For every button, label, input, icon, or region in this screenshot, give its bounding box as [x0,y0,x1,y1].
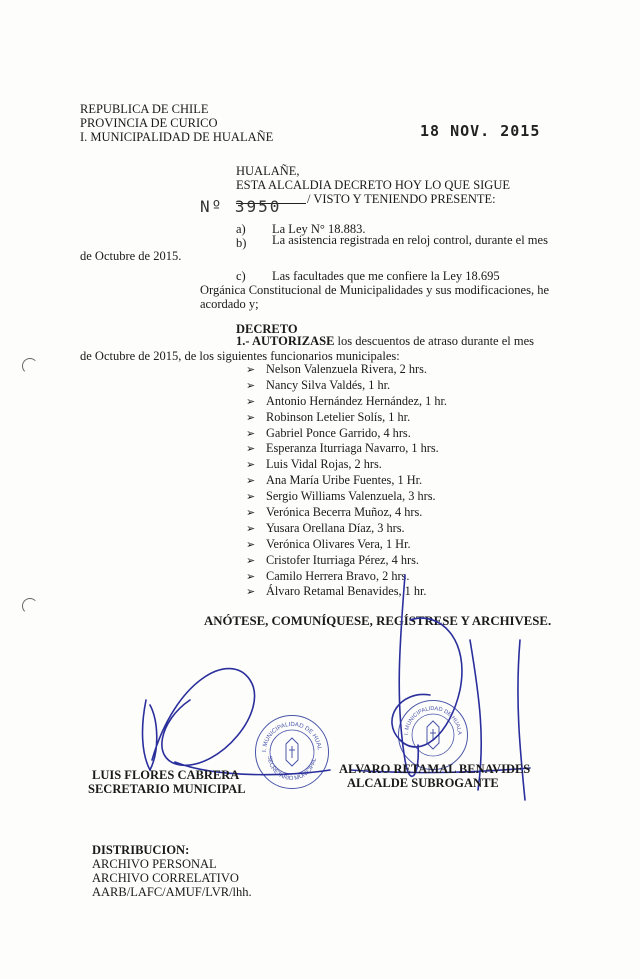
header-province: PROVINCIA DE CURICO [80,116,218,130]
consideration-b-letter: b) [236,236,247,250]
decree-number: Nº 3950 [200,197,282,216]
employee-name: Luis Vidal Rojas, 2 hrs. [266,457,382,472]
employee-name: Cristofer Iturriaga Pérez, 4 hrs. [266,552,419,567]
employee-name: Álvaro Retamal Benavides, 1 hr. [266,584,427,599]
consideration-a-text: La Ley N° 18.883. [272,222,366,236]
bullet-arrow-icon: ➢ [246,522,256,535]
bullet-arrow-icon: ➢ [246,443,256,456]
employee-name: Yusara Orellana Díaz, 3 hrs. [266,520,405,535]
employee-name: Verónica Olivares Vera, 1 Hr. [266,536,411,551]
seal-secretary-top-text: I. MUNICIPALIDAD DE HUAL [261,721,322,753]
decreto-heading: DECRETO [236,322,298,336]
decreto-item-label: 1.- AUTORIZASE [236,334,335,348]
consideration-c-cont1: Orgánica Constitucional de Municipalidades y sus modificaciones, he [200,283,549,297]
bullet-arrow-icon: ➢ [246,586,256,599]
left-signer-name: LUIS FLORES CABRERA [92,768,240,782]
consideration-b-text: La asistencia registrada en reloj control, durante el mes [272,233,548,247]
decreto-item-cont: de Octubre de 2015, de los siguientes funcionarios municipales: [80,349,400,363]
bullet-arrow-icon: ➢ [246,507,256,520]
intro-line1: ESTA ALCALDIA DECRETO HOY LO QUE SIGUE [236,178,510,192]
employee-name: Esperanza Iturriaga Navarro, 1 hrs. [266,441,439,456]
bullet-arrow-icon: ➢ [246,395,256,408]
distribution-item: ARCHIVO CORRELATIVO [92,871,239,885]
bullet-arrow-icon: ➢ [246,491,256,504]
consideration-b-cont: de Octubre de 2015. [80,249,182,263]
employee-name: Gabriel Ponce Garrido, 4 hrs. [266,425,411,440]
intro-city: HUALAÑE, [236,164,300,178]
bullet-arrow-icon: ➢ [246,475,256,488]
employee-name: Antonio Hernández Hernández, 1 hr. [266,393,447,408]
distribution-item: AARB/LAFC/AMUF/LVR/lhh. [92,885,252,899]
header-municipality: I. MUNICIPALIDAD DE HUALAÑE [80,130,274,144]
right-signer-title: ALCALDE SUBROGANTE [347,776,499,790]
bullet-arrow-icon: ➢ [246,411,256,424]
employee-name: Ana María Uribe Fuentes, 1 Hr. [266,473,423,488]
employee-name: Verónica Becerra Muñoz, 4 hrs. [266,505,423,520]
intro-line2: / VISTO Y TENIENDO PRESENTE: [307,192,496,206]
bullet-arrow-icon: ➢ [246,570,256,583]
signature-left [143,669,330,775]
bullet-arrow-icon: ➢ [246,459,256,472]
bullet-arrow-icon: ➢ [246,554,256,567]
seal-mayor-top-text: I. MUNICIPALIDAD DE HUALA [403,705,463,736]
seal-secretary-bottom-text: SECRETARIO MUNICIPAL [265,755,318,783]
date-stamp: 18 NOV. 2015 [420,122,541,140]
decreto-item-text: los descuentos de atraso durante el mes [334,334,535,348]
right-signer-name: ALVARO RETAMAL BENAVIDES [339,762,531,776]
consideration-c-text: Las facultades que me confiere la Ley 18.695 [272,269,500,283]
left-signer-title: SECRETARIO MUNICIPAL [88,782,246,796]
consideration-a-letter: a) [236,222,246,236]
consideration-c-cont2: acordado y; [200,297,259,311]
distribution-heading: DISTRIBUCION: [92,843,190,857]
employee-name: Sergio Williams Valenzuela, 3 hrs. [266,489,436,504]
consideration-c-letter: c) [236,269,246,283]
closing-statement: ANÓTESE, COMUNÍQUESE, REGÍSTRESE Y ARCHIVESE. [204,614,552,628]
header-republic: REPUBLICA DE CHILE [80,102,209,116]
employee-name: Nelson Valenzuela Rivera, 2 hrs. [266,362,427,376]
bullet-arrow-icon: ➢ [246,379,256,392]
employee-name: Robinson Letelier Solís, 1 hr. [266,409,411,424]
employee-name: Nancy Silva Valdés, 1 hr. [266,377,391,392]
distribution-item: ARCHIVO PERSONAL [92,857,217,871]
employee-name: Camilo Herrera Bravo, 2 hrs. [266,568,410,583]
bullet-arrow-icon: ➢ [246,364,256,376]
bullet-arrow-icon: ➢ [246,427,256,440]
bullet-arrow-icon: ➢ [246,538,256,551]
